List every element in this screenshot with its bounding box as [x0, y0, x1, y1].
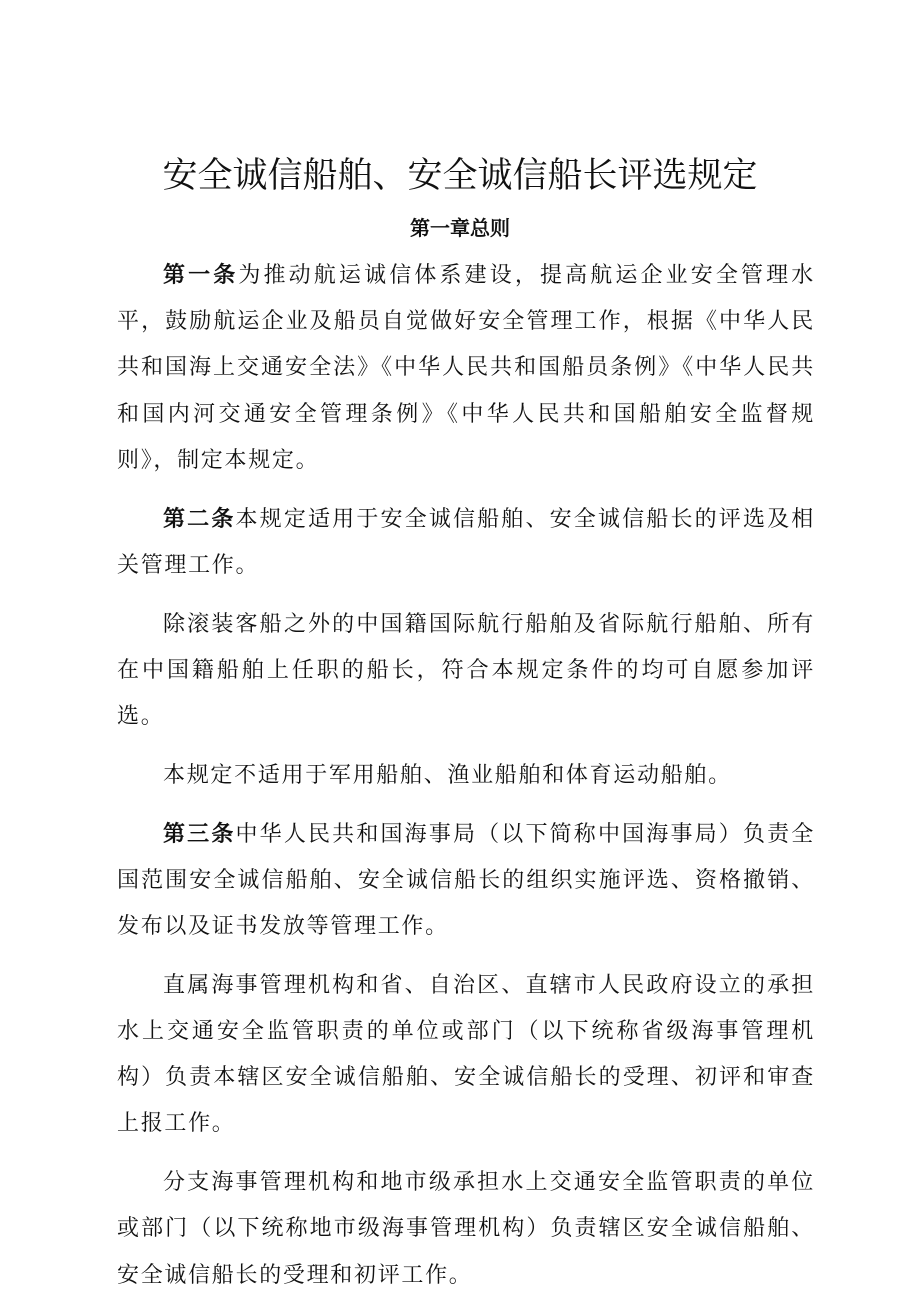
paragraph-text: 本规定不适用于军用船舶、渔业船舶和体育运动船舶。 [163, 762, 732, 788]
article-2-paragraph-3 [117, 753, 815, 799]
article-label: 第一条 [163, 263, 239, 288]
article-1 [117, 253, 815, 484]
paragraph-text: 本规定适用于安全诚信船舶、安全诚信船长的评选及相关管理工作。 [117, 506, 815, 578]
article-2-paragraph-2 [117, 602, 815, 741]
paragraph-text: 中华人民共和国海事局（以下简称中国海事局）负责全国范围安全诚信船舶、安全诚信船长的组织实施评选、资格撤销、发布以及证书发放等管理工作。 [117, 821, 815, 940]
chapter-heading: 第一章总则 [410, 216, 510, 240]
article-3 [117, 812, 815, 951]
article-label: 第二条 [163, 506, 236, 532]
article-label: 第三条 [163, 821, 236, 847]
paragraph-text: 除滚装客船之外的中国籍国际航行船舶及省际航行船舶、所有在中国籍船舶上任职的船长，符合本规定条件的均可自愿参加评选。 [117, 611, 815, 730]
article-3-paragraph-3 [117, 1160, 815, 1299]
article-3-paragraph-2 [117, 963, 815, 1148]
paragraph-text: 分支海事管理机构和地市级承担水上交通安全监管职责的单位或部门（以下统称地市级海事管理机构）负责辖区安全诚信船舶、安全诚信船长的受理和初评工作。 [117, 1170, 815, 1288]
article-2 [117, 497, 815, 589]
document-body [117, 253, 815, 1311]
paragraph-text: 为推动航运诚信体系建设，提高航运企业安全管理水平，鼓励航运企业及船员自觉做好安全管理工作，根据《中华人民共和国海上交通安全法》《中华人民共和国船员条例》《中华人民共和国内河交通安全管理条例》《中华人民共和国船舶安全监督规则》，制定本规定。 [117, 263, 815, 473]
document-title: 安全诚信船舶、安全诚信船长评选规定 [162, 156, 758, 196]
paragraph-text: 直属海事管理机构和省、自治区、直辖市人民政府设立的承担水上交通安全监管职责的单位或部门（以下统称省级海事管理机构）负责本辖区安全诚信船舶、安全诚信船长的受理、初评和审查上报工作。 [117, 972, 815, 1137]
